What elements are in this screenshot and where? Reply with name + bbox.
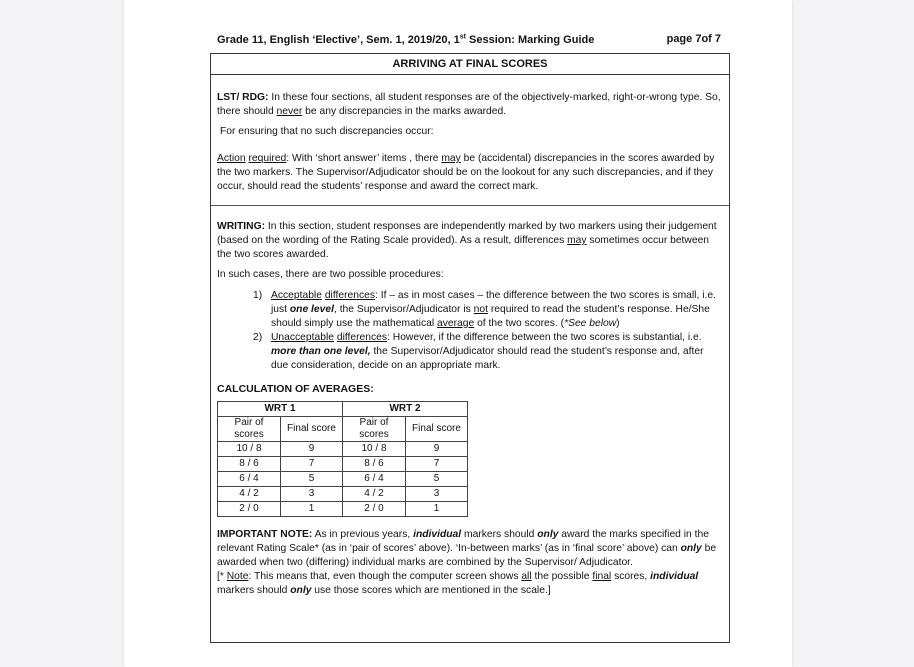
writing-section	[211, 206, 729, 598]
table-cell: 10 / 8	[343, 442, 406, 457]
box-title: ARRIVING AT FINAL SCORES	[211, 54, 729, 75]
table-cell: 6 / 4	[343, 472, 406, 487]
column-header: Pair of scores	[343, 417, 406, 442]
table-cell: 6 / 4	[218, 472, 281, 487]
action-paragraph: Action required: With ‘short answer’ items , there may be (accidental) discrepancies in the scores awarded by the two markers. The Supervisor/Adjudicator should be on the lookout for any such discrepancies, and if they occur, should read the students’ response and award the correct mark.	[217, 153, 715, 192]
table-cell: 7	[406, 457, 468, 472]
column-header: Final score	[406, 417, 468, 442]
table-cell: 8 / 6	[218, 457, 281, 472]
table-group-header: WRT 2	[343, 402, 468, 417]
writing-paragraph: WRITING: In this section, student responses are independently marked by two markers using their judgement (based on the wording of the Rating Scale provided). As a result, differences may sometimes occur between the two scores awarded.	[217, 221, 717, 260]
table-cell: 7	[281, 457, 343, 472]
header-title: Grade 11, English ‘Elective’, Sem. 1, 2019/20, 1st Session: Marking Guide	[217, 33, 595, 46]
lst-rdg-section	[211, 75, 729, 206]
column-header: Pair of scores	[218, 417, 281, 442]
lst-paragraph: LST/ RDG: In these four sections, all student responses are of the objectively-marked, right-or-wrong type. So, there should never be any discrepancies in the marks awarded.	[217, 92, 721, 117]
ensure-paragraph: For ensuring that no such discrepancies occur:	[220, 126, 434, 137]
final-scores-box	[210, 53, 730, 643]
viewer-left-margin	[0, 0, 124, 667]
table-cell: 2 / 0	[218, 502, 281, 517]
page-header	[217, 33, 721, 46]
table-row	[218, 442, 468, 457]
list-item: 2) Unacceptable differences: However, if the difference between the two scores is substantial, i.e. more than one level, the Supervisor/Adjudicator should read the student’s response and, after due consideration, decide on an appropriate mark.	[253, 332, 704, 371]
table-cell: 9	[406, 442, 468, 457]
table-cell: 10 / 8	[218, 442, 281, 457]
table-cell: 1	[281, 502, 343, 517]
important-note: IMPORTANT NOTE: As in previous years, individual markers should only award the marks specified in the relevant Rating Scale* (as in ‘pair of scores’ above). ‘In-between marks’ (as in ‘final score’ above) can only be awarded when two (differing) individual marks are combined by the Supervisor/ Adjudicator. [* Note: This means that, even though the computer screen shows all the possible final scores, individual markers should only use those scores which are mentioned in the scale.]	[217, 529, 717, 596]
table-cell: 4 / 2	[343, 487, 406, 502]
table-row	[218, 457, 468, 472]
table-row	[218, 472, 468, 487]
procedure-list	[217, 289, 723, 373]
table-group-header: WRT 1	[218, 402, 343, 417]
table-row	[218, 502, 468, 517]
calculation-title: CALCULATION OF AVERAGES:	[217, 383, 374, 395]
table-cell: 1	[406, 502, 468, 517]
list-item: 1) Acceptable differences: If – as in most cases – the difference between the two scores is small, i.e. just one level, the Supervisor/Adjudicator is not required to read the student’s response. He/She should simply use the mathematical average of the two scores. (*See below)	[253, 290, 716, 329]
document-page[interactable]	[124, 0, 792, 667]
table-row	[218, 487, 468, 502]
viewer-right-margin	[792, 0, 914, 667]
table-cell: 4 / 2	[218, 487, 281, 502]
cases-paragraph: In such cases, there are two possible procedures:	[217, 269, 444, 280]
column-header: Final score	[281, 417, 343, 442]
table-cell: 5	[281, 472, 343, 487]
averages-table	[217, 401, 468, 517]
table-cell: 2 / 0	[343, 502, 406, 517]
page-number: page 7of 7	[666, 33, 721, 45]
table-cell: 8 / 6	[343, 457, 406, 472]
table-cell: 5	[406, 472, 468, 487]
table-cell: 3	[281, 487, 343, 502]
table-cell: 9	[281, 442, 343, 457]
table-cell: 3	[406, 487, 468, 502]
